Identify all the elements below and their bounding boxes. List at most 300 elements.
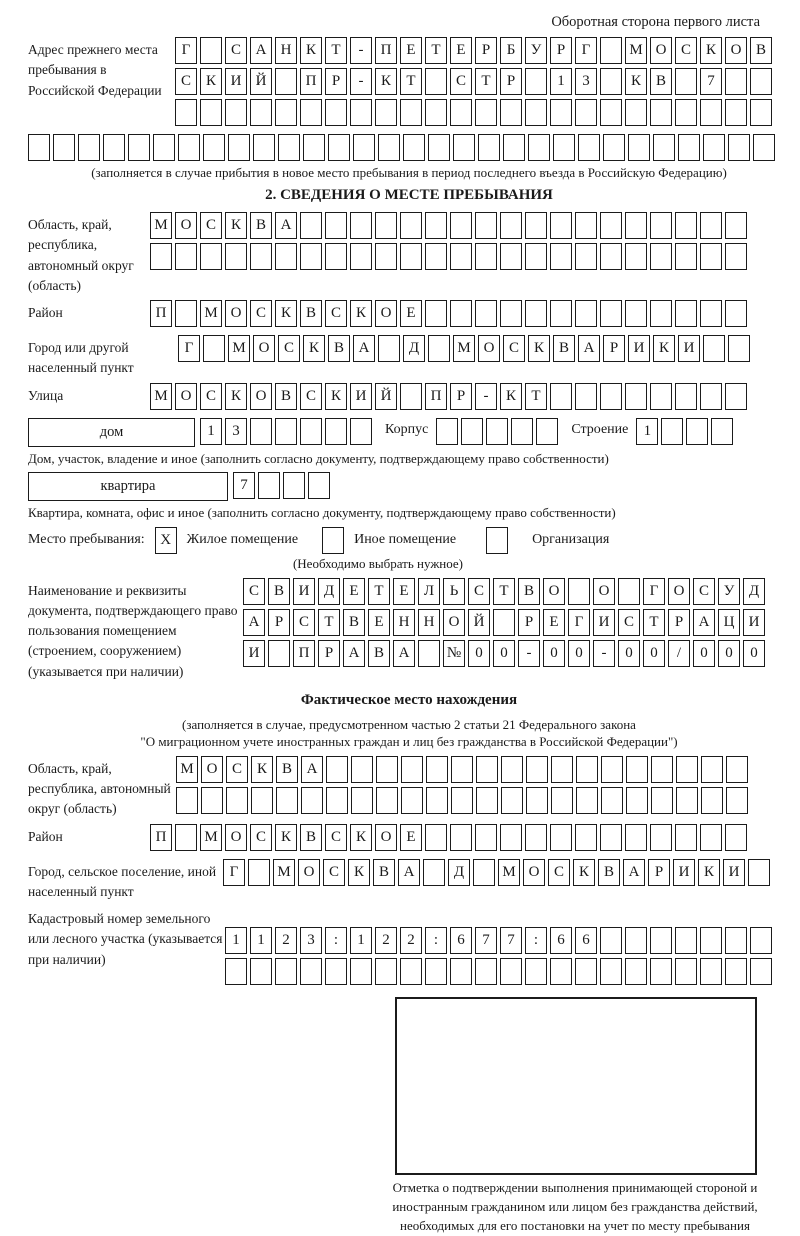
char-cell[interactable]: Т: [525, 383, 547, 410]
char-cell[interactable]: [575, 243, 597, 270]
char-cell[interactable]: [400, 99, 422, 126]
char-cell[interactable]: [175, 243, 197, 270]
char-cell[interactable]: [700, 300, 722, 327]
char-cell[interactable]: [426, 756, 448, 783]
char-cell[interactable]: И: [293, 578, 315, 605]
char-cell[interactable]: [428, 335, 450, 362]
char-cell[interactable]: [700, 927, 722, 954]
char-cell[interactable]: 1: [225, 927, 247, 954]
char-cell[interactable]: Г: [643, 578, 665, 605]
prev-address-row-3[interactable]: [175, 99, 775, 126]
char-cell[interactable]: С: [618, 609, 640, 636]
char-cell[interactable]: 2: [375, 927, 397, 954]
char-cell[interactable]: [618, 578, 640, 605]
char-cell[interactable]: [300, 243, 322, 270]
char-cell[interactable]: [550, 300, 572, 327]
char-cell[interactable]: Р: [268, 609, 290, 636]
char-cell[interactable]: [78, 134, 100, 161]
char-cell[interactable]: [425, 824, 447, 851]
char-cell[interactable]: [725, 243, 747, 270]
char-cell[interactable]: 0: [693, 640, 715, 667]
char-cell[interactable]: [726, 787, 748, 814]
char-cell[interactable]: А: [353, 335, 375, 362]
char-cell[interactable]: [501, 756, 523, 783]
char-cell[interactable]: [325, 99, 347, 126]
char-cell[interactable]: [225, 99, 247, 126]
char-cell[interactable]: К: [348, 859, 370, 886]
char-cell[interactable]: [401, 756, 423, 783]
char-cell[interactable]: [675, 68, 697, 95]
char-cell[interactable]: [525, 824, 547, 851]
char-cell[interactable]: О: [725, 37, 747, 64]
char-cell[interactable]: К: [275, 824, 297, 851]
char-cell[interactable]: [300, 99, 322, 126]
char-cell[interactable]: [750, 927, 772, 954]
char-cell[interactable]: [301, 787, 323, 814]
char-cell[interactable]: Е: [400, 824, 422, 851]
char-cell[interactable]: М: [453, 335, 475, 362]
char-cell[interactable]: [203, 134, 225, 161]
char-cell[interactable]: К: [300, 37, 322, 64]
char-cell[interactable]: [568, 578, 590, 605]
char-cell[interactable]: О: [478, 335, 500, 362]
char-cell[interactable]: [375, 99, 397, 126]
char-cell[interactable]: [626, 756, 648, 783]
char-cell[interactable]: №: [443, 640, 465, 667]
char-cell[interactable]: [378, 335, 400, 362]
char-cell[interactable]: [653, 134, 675, 161]
char-cell[interactable]: [576, 756, 598, 783]
char-cell[interactable]: С: [278, 335, 300, 362]
char-cell[interactable]: С: [450, 68, 472, 95]
char-cell[interactable]: [701, 787, 723, 814]
checkbox-organization[interactable]: [486, 527, 508, 554]
char-cell[interactable]: [703, 134, 725, 161]
char-cell[interactable]: О: [668, 578, 690, 605]
char-cell[interactable]: К: [653, 335, 675, 362]
char-cell[interactable]: Т: [643, 609, 665, 636]
char-cell[interactable]: [678, 134, 700, 161]
char-cell[interactable]: М: [498, 859, 520, 886]
char-cell[interactable]: [625, 300, 647, 327]
char-cell[interactable]: О: [375, 300, 397, 327]
char-cell[interactable]: [686, 418, 708, 445]
char-cell[interactable]: [575, 99, 597, 126]
char-cell[interactable]: [328, 134, 350, 161]
char-cell[interactable]: [375, 958, 397, 985]
char-cell[interactable]: [650, 300, 672, 327]
char-cell[interactable]: С: [675, 37, 697, 64]
char-cell[interactable]: С: [503, 335, 525, 362]
char-cell[interactable]: О: [298, 859, 320, 886]
char-cell[interactable]: [550, 824, 572, 851]
char-cell[interactable]: 0: [718, 640, 740, 667]
char-cell[interactable]: [675, 958, 697, 985]
char-cell[interactable]: [650, 243, 672, 270]
char-cell[interactable]: С: [225, 37, 247, 64]
char-cell[interactable]: 7: [500, 927, 522, 954]
char-cell[interactable]: -: [593, 640, 615, 667]
char-cell[interactable]: [500, 824, 522, 851]
city-row[interactable]: [178, 335, 753, 362]
char-cell[interactable]: [461, 418, 483, 445]
char-cell[interactable]: А: [578, 335, 600, 362]
char-cell[interactable]: К: [625, 68, 647, 95]
char-cell[interactable]: [353, 134, 375, 161]
char-cell[interactable]: [675, 243, 697, 270]
char-cell[interactable]: :: [325, 927, 347, 954]
char-cell[interactable]: [675, 927, 697, 954]
char-cell[interactable]: С: [300, 383, 322, 410]
char-cell[interactable]: В: [276, 756, 298, 783]
actual-district-row[interactable]: [150, 824, 750, 851]
char-cell[interactable]: К: [225, 383, 247, 410]
char-cell[interactable]: [478, 134, 500, 161]
char-cell[interactable]: [203, 335, 225, 362]
char-cell[interactable]: [475, 824, 497, 851]
actual-region-row-2[interactable]: [176, 787, 751, 814]
char-cell[interactable]: К: [225, 212, 247, 239]
char-cell[interactable]: [703, 335, 725, 362]
char-cell[interactable]: Р: [475, 37, 497, 64]
char-cell[interactable]: [276, 787, 298, 814]
char-cell[interactable]: [500, 958, 522, 985]
char-cell[interactable]: В: [518, 578, 540, 605]
char-cell[interactable]: [725, 824, 747, 851]
char-cell[interactable]: [475, 958, 497, 985]
char-cell[interactable]: [475, 300, 497, 327]
char-cell[interactable]: И: [723, 859, 745, 886]
char-cell[interactable]: [700, 383, 722, 410]
char-cell[interactable]: [625, 958, 647, 985]
char-cell[interactable]: Д: [318, 578, 340, 605]
char-cell[interactable]: [403, 134, 425, 161]
char-cell[interactable]: [175, 99, 197, 126]
checkbox-other-premises[interactable]: [322, 527, 344, 554]
actual-region-row-1[interactable]: [176, 756, 751, 783]
char-cell[interactable]: С: [250, 824, 272, 851]
char-cell[interactable]: [525, 68, 547, 95]
char-cell[interactable]: [128, 134, 150, 161]
char-cell[interactable]: Р: [318, 640, 340, 667]
char-cell[interactable]: Е: [343, 578, 365, 605]
char-cell[interactable]: 7: [700, 68, 722, 95]
char-cell[interactable]: [578, 134, 600, 161]
char-cell[interactable]: [700, 958, 722, 985]
char-cell[interactable]: Р: [325, 68, 347, 95]
char-cell[interactable]: И: [350, 383, 372, 410]
char-cell[interactable]: [250, 418, 272, 445]
char-cell[interactable]: А: [623, 859, 645, 886]
char-cell[interactable]: [475, 212, 497, 239]
document-row-3[interactable]: [243, 640, 768, 667]
char-cell[interactable]: Т: [493, 578, 515, 605]
char-cell[interactable]: [626, 787, 648, 814]
korpus-input[interactable]: [436, 418, 561, 445]
char-cell[interactable]: В: [343, 609, 365, 636]
char-cell[interactable]: [725, 927, 747, 954]
char-cell[interactable]: [300, 212, 322, 239]
char-cell[interactable]: В: [373, 859, 395, 886]
char-cell[interactable]: [625, 243, 647, 270]
char-cell[interactable]: [650, 958, 672, 985]
char-cell[interactable]: Р: [518, 609, 540, 636]
char-cell[interactable]: 2: [400, 927, 422, 954]
char-cell[interactable]: [600, 300, 622, 327]
char-cell[interactable]: [675, 300, 697, 327]
char-cell[interactable]: [550, 958, 572, 985]
char-cell[interactable]: [400, 243, 422, 270]
char-cell[interactable]: [351, 787, 373, 814]
char-cell[interactable]: В: [300, 824, 322, 851]
char-cell[interactable]: А: [398, 859, 420, 886]
char-cell[interactable]: 6: [450, 927, 472, 954]
prev-address-row-1[interactable]: [175, 37, 775, 64]
char-cell[interactable]: П: [425, 383, 447, 410]
street-row[interactable]: [150, 383, 750, 410]
char-cell[interactable]: [651, 787, 673, 814]
char-cell[interactable]: [628, 134, 650, 161]
char-cell[interactable]: А: [343, 640, 365, 667]
apartment-input[interactable]: [233, 472, 333, 499]
char-cell[interactable]: [225, 243, 247, 270]
char-cell[interactable]: [278, 134, 300, 161]
char-cell[interactable]: Ь: [443, 578, 465, 605]
char-cell[interactable]: [650, 212, 672, 239]
char-cell[interactable]: Е: [543, 609, 565, 636]
char-cell[interactable]: [526, 787, 548, 814]
char-cell[interactable]: Й: [250, 68, 272, 95]
char-cell[interactable]: [503, 134, 525, 161]
char-cell[interactable]: [228, 134, 250, 161]
char-cell[interactable]: 0: [468, 640, 490, 667]
char-cell[interactable]: [651, 756, 673, 783]
char-cell[interactable]: [226, 787, 248, 814]
char-cell[interactable]: [700, 824, 722, 851]
char-cell[interactable]: [450, 212, 472, 239]
char-cell[interactable]: [661, 418, 683, 445]
char-cell[interactable]: Й: [468, 609, 490, 636]
char-cell[interactable]: [728, 335, 750, 362]
char-cell[interactable]: [450, 243, 472, 270]
char-cell[interactable]: /: [668, 640, 690, 667]
char-cell[interactable]: [700, 212, 722, 239]
house-number-input[interactable]: [200, 418, 375, 445]
char-cell[interactable]: [726, 756, 748, 783]
char-cell[interactable]: К: [200, 68, 222, 95]
char-cell[interactable]: [575, 824, 597, 851]
char-cell[interactable]: [575, 212, 597, 239]
char-cell[interactable]: [600, 68, 622, 95]
char-cell[interactable]: [450, 300, 472, 327]
char-cell[interactable]: О: [201, 756, 223, 783]
actual-city-row[interactable]: [223, 859, 773, 886]
char-cell[interactable]: [178, 134, 200, 161]
char-cell[interactable]: С: [548, 859, 570, 886]
char-cell[interactable]: [576, 787, 598, 814]
char-cell[interactable]: [728, 134, 750, 161]
char-cell[interactable]: [725, 958, 747, 985]
char-cell[interactable]: [536, 418, 558, 445]
char-cell[interactable]: [500, 212, 522, 239]
document-row-2[interactable]: [243, 609, 768, 636]
char-cell[interactable]: М: [150, 212, 172, 239]
char-cell[interactable]: [450, 958, 472, 985]
char-cell[interactable]: [175, 300, 197, 327]
char-cell[interactable]: [473, 859, 495, 886]
char-cell[interactable]: Д: [448, 859, 470, 886]
char-cell[interactable]: А: [393, 640, 415, 667]
char-cell[interactable]: С: [243, 578, 265, 605]
char-cell[interactable]: С: [325, 824, 347, 851]
region-row-1[interactable]: [150, 212, 750, 239]
char-cell[interactable]: [326, 787, 348, 814]
char-cell[interactable]: [425, 68, 447, 95]
char-cell[interactable]: К: [325, 383, 347, 410]
char-cell[interactable]: [375, 212, 397, 239]
char-cell[interactable]: [750, 99, 772, 126]
char-cell[interactable]: Г: [175, 37, 197, 64]
char-cell[interactable]: Р: [603, 335, 625, 362]
char-cell[interactable]: [600, 243, 622, 270]
char-cell[interactable]: К: [698, 859, 720, 886]
char-cell[interactable]: С: [250, 300, 272, 327]
char-cell[interactable]: И: [743, 609, 765, 636]
char-cell[interactable]: М: [200, 824, 222, 851]
char-cell[interactable]: [250, 243, 272, 270]
checkbox-dwelling[interactable]: X: [155, 527, 177, 554]
char-cell[interactable]: А: [301, 756, 323, 783]
char-cell[interactable]: Е: [393, 578, 415, 605]
char-cell[interactable]: 3: [225, 418, 247, 445]
char-cell[interactable]: П: [300, 68, 322, 95]
char-cell[interactable]: К: [500, 383, 522, 410]
char-cell[interactable]: -: [518, 640, 540, 667]
char-cell[interactable]: М: [273, 859, 295, 886]
char-cell[interactable]: А: [693, 609, 715, 636]
char-cell[interactable]: [550, 243, 572, 270]
char-cell[interactable]: [253, 134, 275, 161]
char-cell[interactable]: Р: [648, 859, 670, 886]
char-cell[interactable]: [675, 99, 697, 126]
char-cell[interactable]: [350, 243, 372, 270]
char-cell[interactable]: [575, 958, 597, 985]
char-cell[interactable]: [750, 68, 772, 95]
char-cell[interactable]: [425, 243, 447, 270]
char-cell[interactable]: Е: [450, 37, 472, 64]
char-cell[interactable]: [601, 787, 623, 814]
char-cell[interactable]: [200, 243, 222, 270]
char-cell[interactable]: С: [325, 300, 347, 327]
char-cell[interactable]: С: [226, 756, 248, 783]
char-cell[interactable]: О: [443, 609, 465, 636]
char-cell[interactable]: 0: [543, 640, 565, 667]
char-cell[interactable]: [575, 300, 597, 327]
char-cell[interactable]: 6: [550, 927, 572, 954]
char-cell[interactable]: [225, 958, 247, 985]
char-cell[interactable]: М: [228, 335, 250, 362]
char-cell[interactable]: О: [543, 578, 565, 605]
char-cell[interactable]: [753, 134, 775, 161]
char-cell[interactable]: И: [243, 640, 265, 667]
char-cell[interactable]: [325, 958, 347, 985]
char-cell[interactable]: Н: [393, 609, 415, 636]
char-cell[interactable]: О: [175, 212, 197, 239]
char-cell[interactable]: -: [350, 37, 372, 64]
char-cell[interactable]: [625, 383, 647, 410]
char-cell[interactable]: [528, 134, 550, 161]
char-cell[interactable]: Р: [668, 609, 690, 636]
char-cell[interactable]: [350, 958, 372, 985]
char-cell[interactable]: Д: [403, 335, 425, 362]
char-cell[interactable]: К: [700, 37, 722, 64]
char-cell[interactable]: [625, 99, 647, 126]
char-cell[interactable]: 1: [550, 68, 572, 95]
char-cell[interactable]: С: [200, 383, 222, 410]
char-cell[interactable]: Т: [368, 578, 390, 605]
char-cell[interactable]: Т: [325, 37, 347, 64]
char-cell[interactable]: [326, 756, 348, 783]
char-cell[interactable]: В: [275, 383, 297, 410]
char-cell[interactable]: [676, 787, 698, 814]
char-cell[interactable]: П: [150, 824, 172, 851]
char-cell[interactable]: И: [678, 335, 700, 362]
char-cell[interactable]: Л: [418, 578, 440, 605]
char-cell[interactable]: [250, 99, 272, 126]
char-cell[interactable]: С: [693, 578, 715, 605]
char-cell[interactable]: [275, 243, 297, 270]
char-cell[interactable]: [275, 958, 297, 985]
char-cell[interactable]: [625, 212, 647, 239]
char-cell[interactable]: [201, 787, 223, 814]
char-cell[interactable]: С: [323, 859, 345, 886]
char-cell[interactable]: [428, 134, 450, 161]
char-cell[interactable]: [500, 300, 522, 327]
char-cell[interactable]: [700, 99, 722, 126]
char-cell[interactable]: [500, 243, 522, 270]
char-cell[interactable]: [28, 134, 50, 161]
char-cell[interactable]: [525, 212, 547, 239]
cadastral-row-2[interactable]: [225, 958, 775, 985]
char-cell[interactable]: 0: [743, 640, 765, 667]
char-cell[interactable]: Н: [418, 609, 440, 636]
char-cell[interactable]: [350, 418, 372, 445]
char-cell[interactable]: [501, 787, 523, 814]
char-cell[interactable]: 0: [618, 640, 640, 667]
char-cell[interactable]: [550, 99, 572, 126]
char-cell[interactable]: -: [350, 68, 372, 95]
char-cell[interactable]: [436, 418, 458, 445]
char-cell[interactable]: [350, 212, 372, 239]
char-cell[interactable]: 3: [575, 68, 597, 95]
char-cell[interactable]: У: [718, 578, 740, 605]
char-cell[interactable]: 7: [475, 927, 497, 954]
char-cell[interactable]: [650, 383, 672, 410]
char-cell[interactable]: [600, 927, 622, 954]
char-cell[interactable]: [525, 958, 547, 985]
char-cell[interactable]: Й: [375, 383, 397, 410]
char-cell[interactable]: И: [593, 609, 615, 636]
char-cell[interactable]: Е: [400, 300, 422, 327]
char-cell[interactable]: [103, 134, 125, 161]
char-cell[interactable]: [475, 99, 497, 126]
char-cell[interactable]: [275, 418, 297, 445]
char-cell[interactable]: [376, 756, 398, 783]
char-cell[interactable]: [725, 383, 747, 410]
char-cell[interactable]: [200, 99, 222, 126]
char-cell[interactable]: 0: [643, 640, 665, 667]
char-cell[interactable]: [701, 756, 723, 783]
